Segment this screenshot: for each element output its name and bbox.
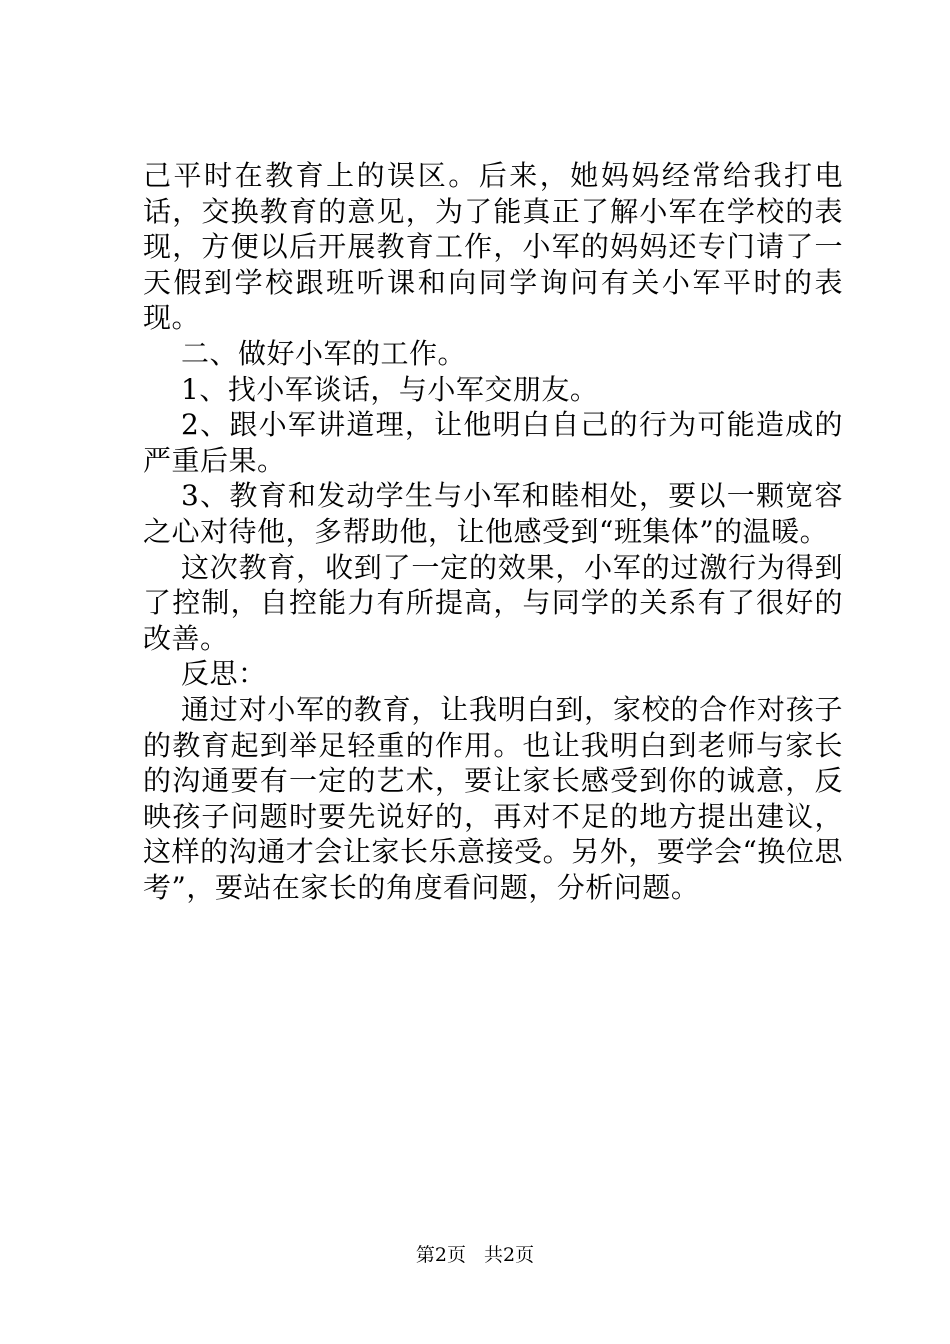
page-number: 第2页	[415, 1244, 466, 1266]
list-item-3: 3、教育和发动学生与小军和睦相处，要以一颗宽容之心对待他，多帮助他，让他感受到“班集体”的温暖。	[143, 479, 843, 548]
section-heading-2: 二、做好小军的工作。	[181, 336, 467, 370]
paragraph-continuation: 己平时在教育上的误区。后来，她妈妈经常给我打电话，交换教育的意见，为了能真正了解小军在学校的表现，方便以后开展教育工作，小军的妈妈还专门请了一天假到学校跟班听课和向同学询问有关小军平时的表现。	[143, 159, 843, 335]
page-footer	[0, 1240, 950, 1267]
reflection-heading: 反思：	[181, 657, 267, 691]
page-total: 共2页	[484, 1244, 535, 1266]
list-item-1: 1、找小军谈话，与小军交朋友。	[181, 372, 599, 406]
paragraph-result: 这次教育，收到了一定的效果，小军的过激行为得到了控制，自控能力有所提高，与同学的关系有了很好的改善。	[143, 550, 843, 655]
paragraph-reflection: 通过对小军的教育，让我明白到，家校的合作对孩子的教育起到举足轻重的作用。也让我明白到老师与家长的沟通要有一定的艺术，要让家长感受到你的诚意，反映孩子问题时要先说好的，再对不足的地方提出建议，这样的沟通才会让家长乐意接受。另外，要学会“换位思考”，要站在家长的角度看问题，分析问题。	[143, 692, 843, 904]
list-item-2: 2、跟小军讲道理，让他明白自己的行为可能造成的严重后果。	[143, 408, 843, 477]
document-body	[143, 158, 843, 905]
